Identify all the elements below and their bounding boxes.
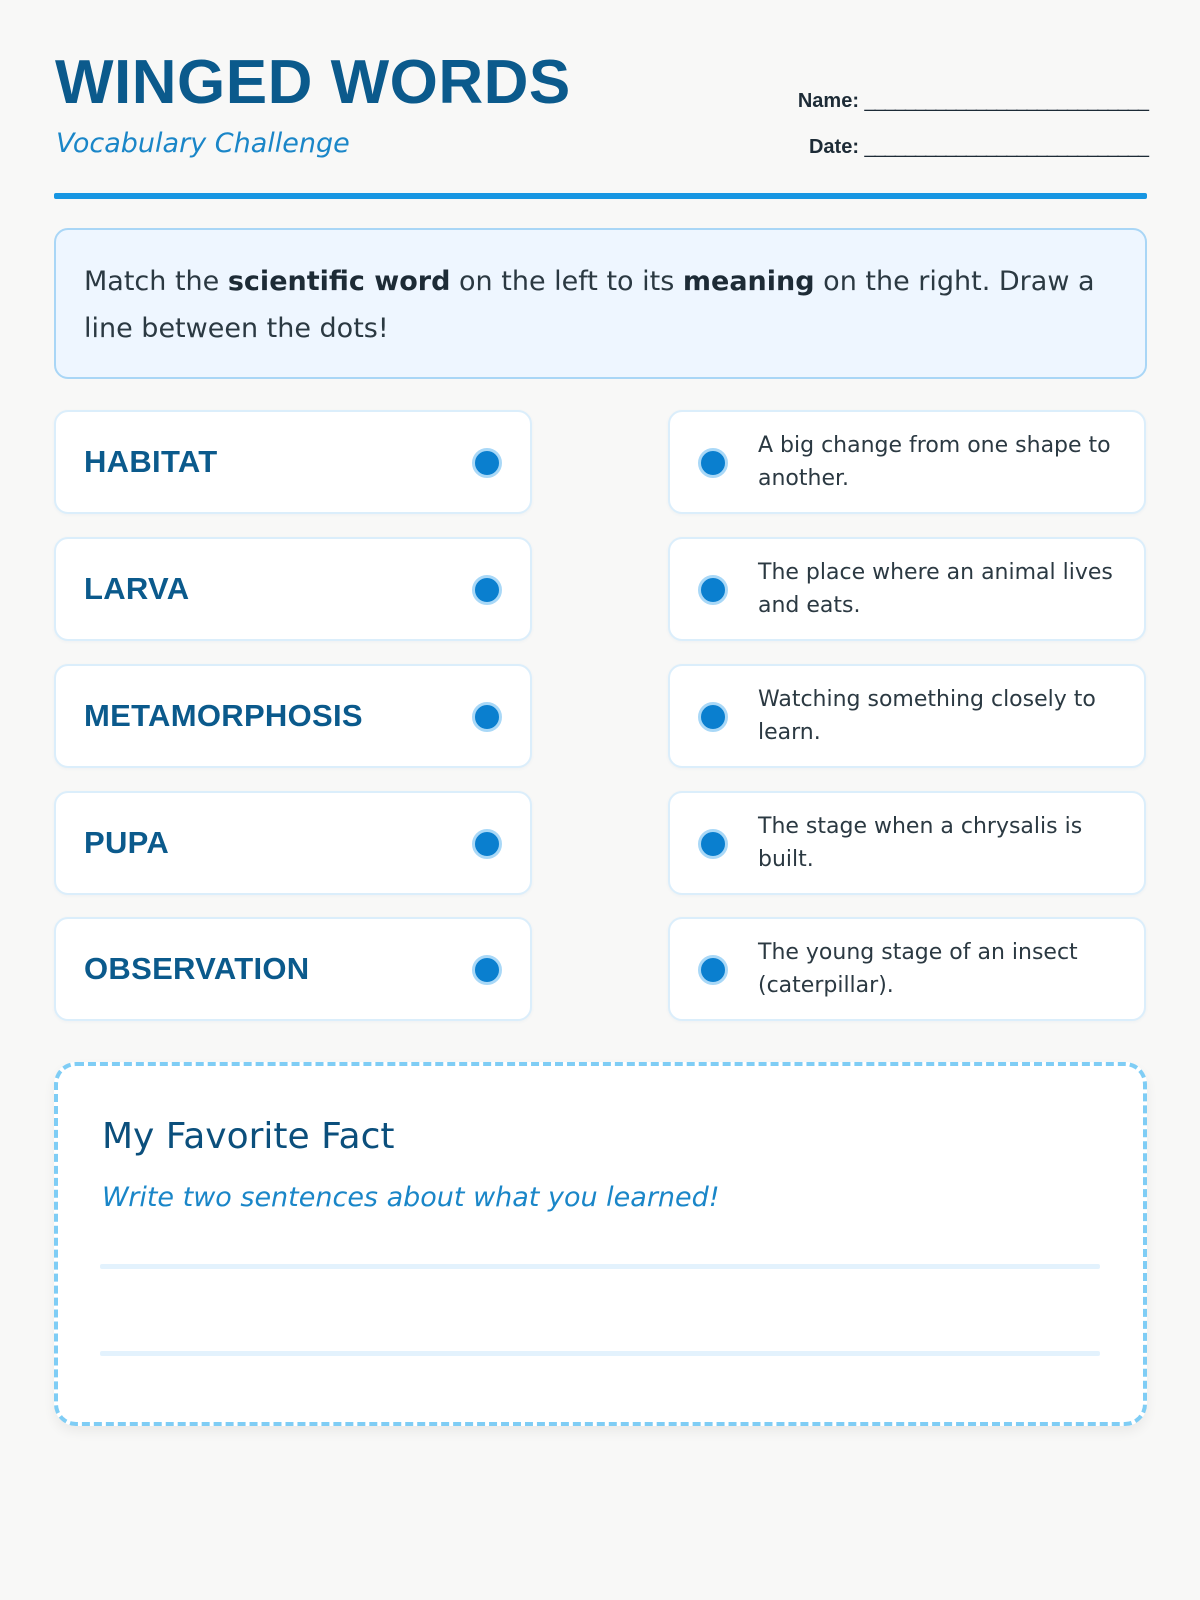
word-card-pupa — [54, 791, 532, 895]
meaning-card-2 — [668, 537, 1146, 641]
date-label: Date: — [808, 136, 859, 158]
instructions-bold-scientific-word: scientific word — [227, 266, 451, 297]
writing-line-1[interactable] — [100, 1264, 1100, 1269]
name-field[interactable] — [798, 90, 1148, 113]
word-label: HABITAT — [84, 444, 218, 479]
worksheet-title: WINGED WORDS — [55, 48, 571, 117]
word-dot-metamorphosis[interactable] — [472, 702, 502, 732]
word-card-larva — [54, 537, 532, 641]
word-label: OBSERVATION — [84, 951, 310, 986]
word-label: PUPA — [84, 825, 170, 860]
word-dot-observation[interactable] — [472, 955, 502, 985]
meaning-text: The stage when a chrysalis is built. — [758, 814, 1083, 872]
meaning-text: The place where an animal lives and eats. — [758, 560, 1113, 618]
word-dot-habitat[interactable] — [472, 448, 502, 478]
worksheet-subtitle: Vocabulary Challenge — [56, 128, 350, 159]
favorite-fact-prompt: Write two sentences about what you learned! — [102, 1182, 720, 1213]
meaning-dot-1[interactable] — [698, 448, 728, 478]
date-blank-line[interactable]: ____________________________ — [864, 136, 1148, 158]
instructions-text-3: on the right. Draw a line between the dots! — [84, 266, 1095, 344]
meaning-dot-4[interactable] — [698, 829, 728, 859]
writing-line-2[interactable] — [100, 1351, 1100, 1356]
meaning-text: A big change from one shape to another. — [758, 433, 1111, 491]
word-card-habitat — [54, 410, 532, 514]
instructions-text-1: Match the — [84, 266, 228, 297]
meaning-card-3 — [668, 664, 1146, 768]
favorite-fact-box — [54, 1062, 1147, 1426]
meaning-dot-5[interactable] — [698, 955, 728, 985]
word-dot-pupa[interactable] — [472, 829, 502, 859]
instructions-box — [54, 228, 1147, 379]
meaning-text: Watching something closely to learn. — [758, 687, 1096, 745]
instructions-text-2: on the left to its — [450, 266, 683, 297]
name-label: Name: — [797, 90, 859, 112]
meaning-card-4 — [668, 791, 1146, 895]
word-label: METAMORPHOSIS — [84, 698, 363, 733]
word-label: LARVA — [84, 571, 190, 606]
meaning-dot-3[interactable] — [698, 702, 728, 732]
favorite-fact-title: My Favorite Fact — [102, 1116, 395, 1157]
word-card-observation — [54, 917, 532, 1021]
meaning-card-5 — [668, 917, 1146, 1021]
meaning-text: The young stage of an insect (caterpillar). — [758, 940, 1078, 998]
word-dot-larva[interactable] — [472, 575, 502, 605]
name-blank-line[interactable]: ____________________________ — [864, 90, 1148, 112]
instructions-bold-meaning: meaning — [682, 266, 815, 297]
meaning-dot-2[interactable] — [698, 575, 728, 605]
header-divider — [54, 193, 1147, 199]
meaning-card-1 — [668, 410, 1146, 514]
word-card-metamorphosis — [54, 664, 532, 768]
date-field[interactable] — [809, 136, 1148, 159]
